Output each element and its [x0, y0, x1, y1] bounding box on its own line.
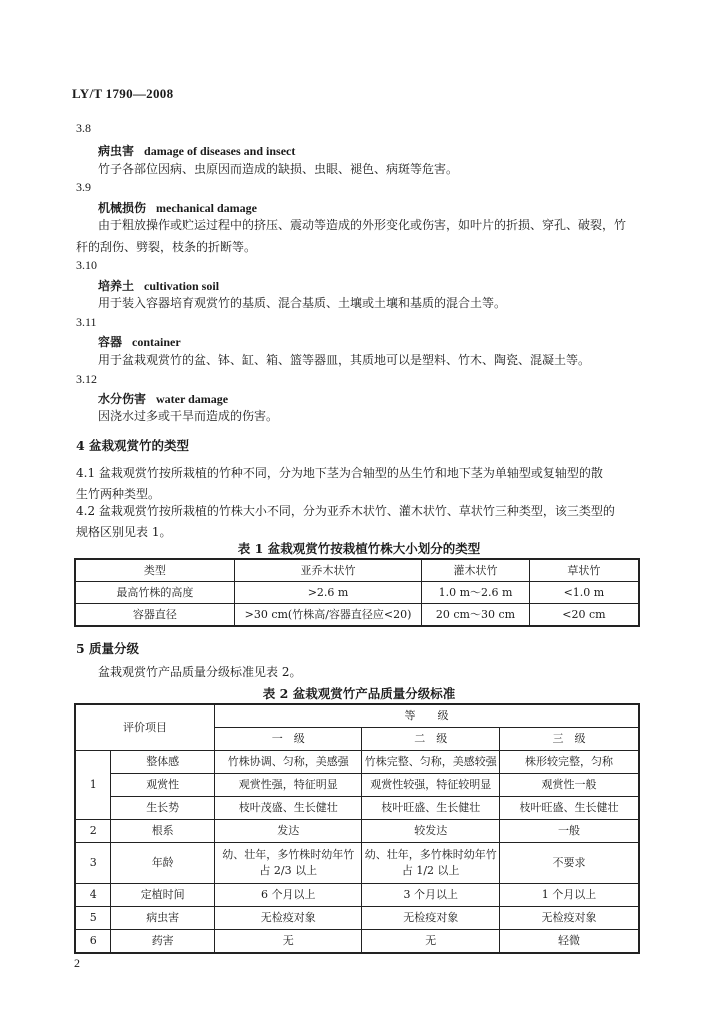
term-definition-cont: 秆的刮伤、劈裂，枝条的折断等。: [76, 240, 257, 254]
table-cell: 无: [215, 930, 362, 954]
chapter-4-title: 4 盆栽观赏竹的类型: [76, 438, 190, 453]
cell-line: 占 2/3 以上: [259, 864, 318, 877]
table-row: [75, 604, 639, 627]
row-number: 2: [75, 820, 111, 843]
grade-3-header: 三 级: [499, 728, 639, 751]
table-row: [75, 843, 639, 884]
table-row: [75, 884, 639, 907]
paragraph-4-1: 4.1 盆栽观赏竹按所栽植的竹种不同，分为地下茎为合轴型的丛生竹和地下茎为单轴型或复轴型的散: [76, 466, 603, 480]
table-cell: >30 cm(竹株高/容器直径应<20): [234, 604, 421, 627]
term-en: water damage: [156, 392, 229, 406]
table-cell: 一般: [499, 820, 639, 843]
table-cell: 整体感: [111, 751, 215, 774]
grade-2-header: 二 级: [362, 728, 500, 751]
table-row: [75, 582, 639, 604]
term-definition: 因浇水过多或干旱而造成的伤害。: [98, 409, 279, 423]
term-definition: 由于粗放操作或贮运过程中的挤压、震动等造成的外形变化或伤害，如叶片的折损、穿孔、破裂，竹: [98, 218, 627, 232]
table-cell: <20 cm: [529, 604, 639, 627]
paragraph-5: 盆栽观赏竹产品质量分级标准见表 2。: [98, 665, 302, 679]
table-cell: 株形较完整，匀称: [499, 751, 639, 774]
table-cell: 无检疫对象: [362, 907, 500, 930]
table-cell: 3 个月以上: [362, 884, 500, 907]
table-header-cell: 类型: [75, 559, 234, 582]
term-definition: 竹子各部位因病、虫原因而造成的缺损、虫眼、褪色、病斑等危害。: [98, 162, 459, 176]
table-row: [75, 751, 639, 774]
table-cell: 年龄: [111, 843, 215, 884]
section-number: 3.8: [76, 121, 91, 135]
table-1-caption: 表 1 盆栽观赏竹按栽植竹株大小划分的类型: [237, 541, 481, 556]
row-number: 6: [75, 930, 111, 954]
table-header-row: [75, 559, 639, 582]
table-header-cell: 灌木状竹: [422, 559, 530, 582]
table-cell: 容器直径: [75, 604, 234, 627]
table-cell: 最高竹株的高度: [75, 582, 234, 604]
table-cell: 较发达: [362, 820, 500, 843]
term-cn: 水分伤害: [98, 392, 147, 406]
row-number: 5: [75, 907, 111, 930]
table-2-caption: 表 2 盆栽观赏竹产品质量分级标准: [262, 686, 456, 701]
paragraph-4-1-cont: 生竹两种类型。: [76, 487, 161, 501]
table-row: [75, 907, 639, 930]
term-en: damage of diseases and insect: [144, 144, 296, 158]
table-cell: 枝叶旺盛、生长健壮: [499, 797, 639, 820]
grade-1-header: 一 级: [215, 728, 362, 751]
term-cn: 病虫害: [98, 144, 135, 158]
table-row: [75, 774, 639, 797]
section-number: 3.9: [76, 180, 91, 194]
table-cell: 枝叶旺盛、生长健壮: [362, 797, 500, 820]
term-en: container: [132, 335, 181, 349]
chapter-5-title: 5 质量分级: [76, 641, 140, 656]
table-cell: 生长势: [111, 797, 215, 820]
table-cell: 根系: [111, 820, 215, 843]
table-cell: 无检疫对象: [215, 907, 362, 930]
term-heading: [98, 142, 295, 159]
table-row: [75, 797, 639, 820]
term-cn: 培养土: [98, 279, 135, 293]
row-number: 4: [75, 884, 111, 907]
section-number: 3.12: [76, 372, 97, 386]
term-definition: 用于装入容器培育观赏竹的基质、混合基质、土壤或土壤和基质的混合土等。: [98, 296, 507, 310]
term-heading: [98, 333, 181, 350]
table-row: [75, 930, 639, 954]
table-header-row: [75, 704, 639, 728]
term-definition: 用于盆栽观赏竹的盆、钵、缸、箱、篮等器皿，其质地可以是塑料、竹木、陶瓷、混凝土等。: [98, 353, 591, 367]
table-cell: 不要求: [499, 843, 639, 884]
table-header-cell: 草状竹: [529, 559, 639, 582]
table-cell: <1.0 m: [529, 582, 639, 604]
cell-line: 幼、壮年，多竹株时幼年竹: [364, 848, 497, 861]
cell-line: 占 1/2 以上: [401, 864, 460, 877]
table-cell: [215, 843, 362, 884]
table-cell: 观赏性一般: [499, 774, 639, 797]
table-2: [74, 703, 640, 954]
table-cell: 观赏性强，特征明显: [215, 774, 362, 797]
table-cell: 竹株协调、匀称，美感强: [215, 751, 362, 774]
table-cell: 病虫害: [111, 907, 215, 930]
table-cell: 无检疫对象: [499, 907, 639, 930]
table-cell: >2.6 m: [234, 582, 421, 604]
term-cn: 容器: [98, 335, 123, 349]
term-en: cultivation soil: [144, 279, 220, 293]
term-en: mechanical damage: [156, 201, 258, 215]
table-row: [75, 820, 639, 843]
grade-header: 等 级: [215, 704, 640, 728]
section-number: 3.11: [76, 315, 97, 329]
section-number: 3.10: [76, 258, 97, 272]
table-1: [74, 558, 640, 627]
eval-item-header: 评价项目: [75, 704, 215, 751]
table-cell: 竹株完整、匀称，美感较强: [362, 751, 500, 774]
paragraph-4-2: 4.2 盆栽观赏竹按所栽植的竹株大小不同，分为亚乔木状竹、灌木状竹、草状竹三种类型，该三类型的: [76, 504, 615, 518]
table-cell: 定植时间: [111, 884, 215, 907]
table-header-cell: 亚乔木状竹: [234, 559, 421, 582]
term-cn: 机械损伤: [98, 201, 147, 215]
table-cell: 药害: [111, 930, 215, 954]
table-cell: [362, 843, 500, 884]
row-number: 1: [75, 751, 111, 820]
paragraph-4-2-cont: 规格区别见表 1。: [76, 525, 172, 539]
table-cell: 1.0 m～2.6 m: [422, 582, 530, 604]
table-cell: 轻微: [499, 930, 639, 954]
page-number: 2: [74, 956, 80, 970]
row-number: 3: [75, 843, 111, 884]
cell-line: 幼、壮年，多竹株时幼年竹: [222, 848, 355, 861]
table-cell: 1 个月以上: [499, 884, 639, 907]
table-cell: 枝叶茂盛、生长健壮: [215, 797, 362, 820]
table-cell: 发达: [215, 820, 362, 843]
table-cell: 观赏性较强，特征较明显: [362, 774, 500, 797]
table-cell: 无: [362, 930, 500, 954]
table-cell: 6 个月以上: [215, 884, 362, 907]
standard-code-header: LY/T 1790—2008: [72, 86, 174, 101]
table-cell: 观赏性: [111, 774, 215, 797]
table-cell: 20 cm～30 cm: [422, 604, 530, 627]
